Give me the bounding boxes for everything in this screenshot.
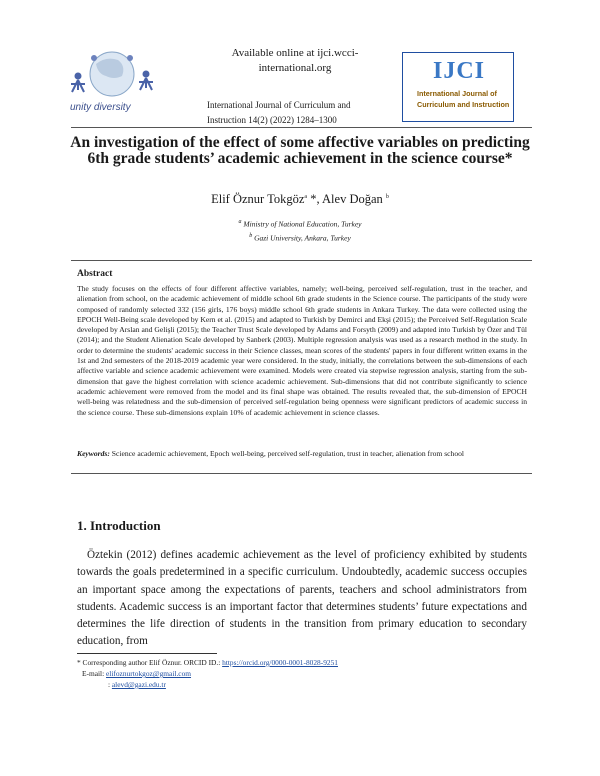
footnote-rule [77,653,217,654]
ijci-name-line-2: Curriculum and Instruction [417,100,510,109]
keywords-label: Keywords: [77,449,110,458]
email-link-2[interactable]: alevd@gazi.edu.tr [111,680,166,689]
globe-people-icon [66,46,164,116]
author-2-affil-mark: b [385,193,389,200]
email-link-1[interactable]: elifoznurtokgoz@gmail.com [106,669,192,678]
affiliation-b-text: Gazi University, Ankara, Turkey [254,233,351,243]
email-2-prefix: : [108,680,112,689]
email-label: E-mail: [82,669,107,678]
author-1: Elif Öznur Tokgöz [211,192,305,206]
journal-citation [207,98,397,128]
availability-line-1: Available online at ijci.wcci- [231,47,359,59]
abstract-body: The study focuses on the effects of four different affective variables, namely; well-being, perceived self-regulation, trust in the teacher, and alienation from school, on the academic achievement of middle school 6th grade students in the Science course. The participants of the study were composed of randomly selected 332 (156 girls, 176 boys) middle school 6th grade students in Ankara Turkey. The data were collected using the EPOCH Well-Being scale developed by Kern et al. (2015) and adapted to Turkish by Demirci and Ekşi (2015); the Perceived Self-Regulation Scale developed by Arslan and Gelişli (2015); the Teacher Trust Scale developed by Adams and Forsyth (2009) and adapted into Turkish by Özer and Tül (2014); and the Student Alienation Scale developed by Sanberk (2003). Multiple regression analysis was used as a research method in the study. In order to determine the students' academic success in their Science classes, mean scores of the students' papers in four different written exams in the 1st and 2nd semesters of the 2018-2019 academic year were considered. In the study, initially, the correlations between the sub-dimensions of each affective variable and science academic achievement were examined. Models were created via stepwise regression analysis, starting from the sub-dimension that gave the highest correlation with science academic achievement. Sub-dimensions that did not contribute significantly to science academic achievement were removed from the model and its final shape was obtained. The results revealed that, the sub-dimension of EPOCH well-being was relatedness and the sub-dimension of perceived self-regulation being openness were significant predictors of academic success in the science course. These sub-dimensions explain 10% of academic achievement in science classes. [77,284,527,417]
affiliation-b [60,233,540,243]
header-divider [71,127,532,128]
footnote-author-text: * Corresponding author Elif Öznur. ORCID ID.: [77,658,223,667]
section-heading-introduction: 1. Introduction [77,518,161,533]
author-1-affil-mark: a [304,193,308,200]
keywords-list: Science academic achievement, Epoch well-being, perceived self-regulation, trust in teacher, alienation from school [109,449,465,458]
introduction-paragraph: Öztekin (2012) defines academic achievement as the level of proficiency exhibited by students towards the goals predetermined in a specific curriculum. Undoubtedly, academic success occupies an important space among the expectations of parents, teachers and school administrators from students. Academic success is an important factor that determines students’ future expectations and determines the life direction of students in the transition from primary education to secondary education, from [77,549,527,648]
affiliation-a [60,219,540,229]
unity-diversity-logo [66,46,164,116]
author-separator: *, [307,192,323,206]
footnote-corresponding-author [77,658,338,667]
journal-citation-line-2: Instruction 14(2) (2022) 1284–1300 [207,115,337,125]
footnote-email-2 [108,680,166,689]
footnote-email-1 [82,669,191,678]
affiliation-a-mark: a [238,219,242,225]
keywords [77,449,527,459]
svg-text:unity diversity: unity diversity [70,102,131,113]
article-title: An investigation of the effect of some affective variables on predicting 6th grade students’ academic achievement in the science course* [70,134,530,167]
author-2: Alev Doğan [322,192,383,206]
affiliation-b-mark: b [249,233,253,239]
ijci-acronym: IJCI [432,58,485,84]
ijci-logo-box [402,52,514,122]
author-line [60,192,540,207]
abstract-bottom-divider [71,473,532,474]
orcid-link[interactable]: https://orcid.org/0000-0001-8028-9251 [222,658,338,667]
availability-note [200,46,390,76]
abstract-top-divider [71,260,532,261]
affiliation-a-text: Ministry of National Education, Turkey [243,219,362,229]
ijci-name-line-1: International Journal of [417,89,497,98]
abstract-heading: Abstract [77,269,113,279]
ijci-full-name [417,88,517,110]
availability-line-2: international.org [258,62,332,74]
journal-citation-line-1: International Journal of Curriculum and [207,100,351,110]
